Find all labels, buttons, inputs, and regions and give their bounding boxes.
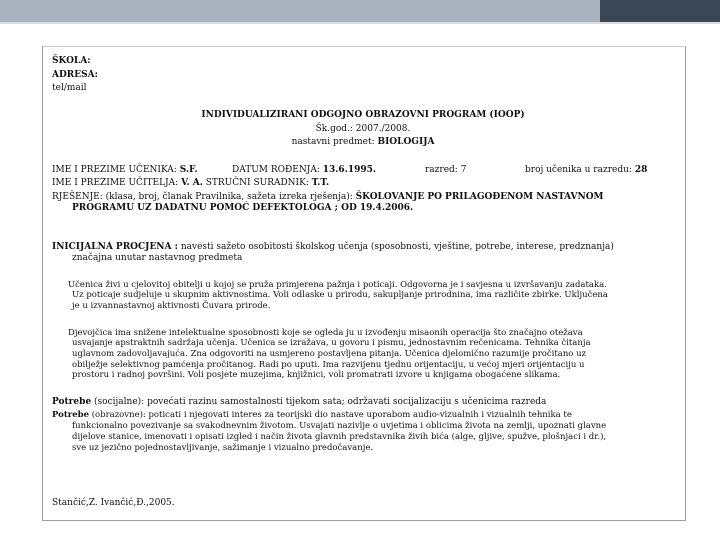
needs-edu-line1: (obrazovne): poticati i njegovati interes za teorijski dio nastave uporabom audio-vizualnih i vizualnih tehnika te <box>89 410 572 420</box>
needs-edu-line3: dijelove stanice, imenovati i opisati izgled i način života glavnih predstavnika živih bića (alge, gljive, spužve, plošnjaci i dr.), <box>72 432 607 442</box>
needs-edu-label: Potrebe <box>52 410 89 420</box>
paragraph-family-line2: Uz poticaje sudjeluje u skupnim aktivnostima. Voli odlaske u prirodu, sakupljanje prirodnina, ima različite zbirke. Uključena <box>72 290 608 300</box>
class-count-row <box>525 165 647 176</box>
needs-social-text: (socijalne): povećati razinu samostalnosti tijekom sata; održavati socijalizaciju s učenicima razreda <box>91 397 547 407</box>
top-bar-light <box>0 0 600 22</box>
telmail-label: tel/mail <box>52 83 87 93</box>
school-year: Šk.god.: 2007./2008. <box>315 124 411 134</box>
class-count: 28 <box>634 165 648 175</box>
associate-name: T.T. <box>311 178 330 188</box>
needs-social-row <box>52 397 546 408</box>
paragraph-ability-line3: uglavnom zadovoljavajuća. Zna odgovoriti na usmjereno postavljena pitanja. Učenica djelomično razumije pročitano uz <box>72 349 587 359</box>
grade: razred: 7 <box>425 165 467 175</box>
student-name-row <box>52 165 198 176</box>
paragraph-ability-line1: Djevojčica ima snižene intelektualne sposobnosti koje se ogleda ju u izvođenju misaonih operacija što značajno otežava <box>68 328 583 338</box>
teacher-name: V. A. <box>181 178 203 188</box>
student-name-label: IME I PREZIME UČENIKA: <box>52 165 180 175</box>
assessment-row <box>52 242 614 253</box>
dob-label: DATUM ROĐENJA: <box>232 165 323 175</box>
decision-label: RJEŠENJE: (klasa, broj, članak Pravilnika, sažeta izreka rješenja): <box>52 192 356 202</box>
needs-edu-row <box>52 410 572 421</box>
decision-line2: PROGRAMU UZ DADATNU POMOĆ DEFEKTOLOGA ; OD 19.4.2006. <box>72 203 414 213</box>
dob-value: 13.6.1995. <box>322 165 377 175</box>
subject-label: nastavni predmet: <box>291 137 378 147</box>
address-label: ADRESA: <box>52 70 98 80</box>
paragraph-ability-line2: usvajanje apstraktnih sadržaja učenja. Učenica se izražava, u govoru i pismu, jednostavnim rečenicama. Tehnika čitanja <box>72 338 591 348</box>
accent-line <box>0 22 720 24</box>
class-count-label: broj učenika u razredu: <box>525 165 635 175</box>
paragraph-family-line3: je u izvannastavnoj aktivnosti Čuvara prirode. <box>72 301 271 311</box>
needs-edu-line2: funkcionalno povezivanje sa svakodnevnim životom. Usvajati nazivlje o uvjetima i oblicima života na zemlji, upoznati glavne <box>72 421 607 431</box>
top-decoration-bar <box>0 0 720 22</box>
assessment-intro-line2: značajna unutar nastavnog predmeta <box>72 253 243 263</box>
teacher-label: IME I PREZIME UČITELJA: <box>52 178 182 188</box>
student-name: S.F. <box>179 165 198 175</box>
school-label: ŠKOLA: <box>52 56 91 66</box>
source-citation: Stančić,Z. Ivančić,Đ.,2005. <box>52 498 175 508</box>
document-title: INDIVIDUALIZIRANI ODGOJNO OBRAZOVNI PROGRAM (IOOP) <box>201 110 525 120</box>
subject-line <box>42 137 684 148</box>
needs-edu-line4: sve uz jezično pojednostavljivanje, sažimanje i vizualno predočavanje. <box>72 443 374 453</box>
assessment-intro: navesti sažeto osobitosti školskog učenja (sposobnosti, vještine, potrebe, interese, predznanja) <box>177 242 614 252</box>
assessment-heading: INICIJALNA PROCJENA : <box>52 242 178 252</box>
paragraph-ability-line5: prostoru i radnoj površini. Voli posjete muzejima, knjižnici, voli promatrati izvore u knjigama obogaćene slikama. <box>72 370 561 380</box>
paragraph-family-line1: Učenica živi u cjelovitoj obitelji u kojoj se pruža primjerena pažnja i poticaji. Odgovorna je i savjesna u izvršavanju zadataka. <box>68 280 607 290</box>
subject-value: BIOLOGIJA <box>377 137 435 147</box>
associate-label: STRUČNI SURADNIK: <box>205 178 312 188</box>
top-bar-dark <box>600 0 720 22</box>
dob-row <box>232 165 376 176</box>
decision-row <box>52 192 604 203</box>
paragraph-ability-line4: obilježje selektivnog pamćenja pročitanog. Radi po uputi. Ima razvijenu tjednu orijentaciju, u većoj mjeri orijentaciju u <box>72 360 585 370</box>
teacher-row <box>52 178 329 189</box>
decision-line1: ŠKOLOVANJE PO PRILAGOĐENOM NASTAVNOM <box>355 192 604 202</box>
needs-social-label: Potrebe <box>52 397 92 407</box>
